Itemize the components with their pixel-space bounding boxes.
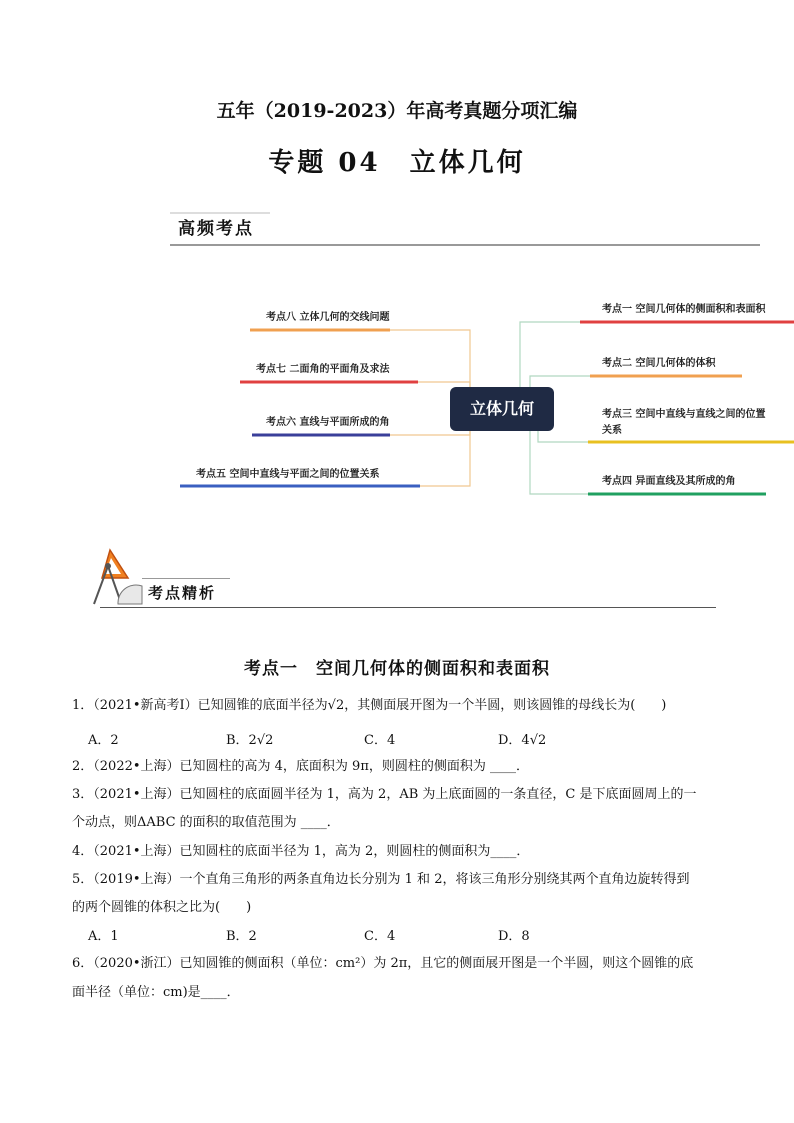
option-c: C．4	[364, 929, 396, 944]
option-b: B．2	[226, 929, 257, 944]
mindmap-node-right-1: 考点一 空间几何体的侧面积和表面积	[602, 304, 766, 315]
section2-top-line	[142, 578, 230, 579]
section-heading-high-frequency: 高频考点	[178, 219, 254, 239]
mindmap-node-right-2: 考点二 空间几何体的体积	[602, 358, 716, 369]
question-3-line2: 个动点，则ΔABC 的面积的取值范围为 ____．	[72, 815, 340, 830]
section-divider	[170, 244, 760, 246]
question-3-line1: 3．（2021•上海）已知圆柱的底面圆半径为 1，高为 2，AB 为上底面圆的一条直径，C 是下底面圆周上的一	[72, 787, 697, 802]
option-b: B．2√2	[226, 733, 274, 748]
option-c: C．4	[364, 733, 396, 748]
mindmap-node-left-2: 考点七 二面角的平面角及求法	[256, 364, 390, 375]
question-4: 4．（2021•上海）已知圆柱的底面半径为 1，高为 2，则圆柱的侧面积为____．	[72, 844, 530, 859]
document-title: 五年（2019-2023）年高考真题分项汇编	[216, 100, 578, 122]
option-a: A．2	[88, 733, 119, 748]
question-6-line2: 面半径（单位：cm)是____．	[72, 985, 240, 1000]
mindmap-node-left-1: 考点八 立体几何的交线问题	[266, 312, 390, 323]
question-5-line2: 的两个圆锥的体积之比为( )	[72, 900, 252, 915]
mindmap-node-right-4: 考点四 异面直线及其所成的角	[602, 476, 736, 487]
question-1: 1．（2021•新高考Ⅰ）已知圆锥的底面半径为√2，其侧面展开图为一个半圆，则该圆锥的母线长为( )	[72, 698, 667, 713]
question-5-line1: 5．（2019•上海）一个直角三角形的两条直角边长分别为 1 和 2，将该三角形分别绕其两个直角边旋转得到	[72, 872, 690, 887]
drawing-tools-icon	[88, 548, 148, 608]
mindmap-node-right-3-line2: 关系	[602, 425, 622, 436]
mindmap-node-left-4: 考点五 空间中直线与平面之间的位置关系	[196, 469, 380, 480]
option-a: A．1	[88, 929, 119, 944]
mindmap-node-right-3: 考点三 空间中直线与直线之间的位置	[602, 409, 766, 420]
option-d: D．8	[498, 929, 530, 944]
question-6-line1: 6．（2020•浙江）已知圆锥的侧面积（单位：cm²）为 2π，且它的侧面展开图是一个半圆，则这个圆锥的底	[72, 956, 694, 971]
section2-divider	[100, 607, 716, 608]
topic-title: 考点一 空间几何体的侧面积和表面积	[244, 659, 550, 679]
mindmap-center-node: 立体几何	[450, 387, 554, 431]
document-subtitle: 专题 04 立体几何	[268, 148, 526, 178]
section-heading-analysis: 考点精析	[148, 584, 217, 602]
mindmap-node-left-3: 考点六 直线与平面所成的角	[266, 417, 390, 428]
question-2: 2．（2022•上海）已知圆柱的高为 4，底面积为 9π，则圆柱的侧面积为 ____．	[72, 759, 530, 774]
option-d: D．4√2	[498, 733, 547, 748]
